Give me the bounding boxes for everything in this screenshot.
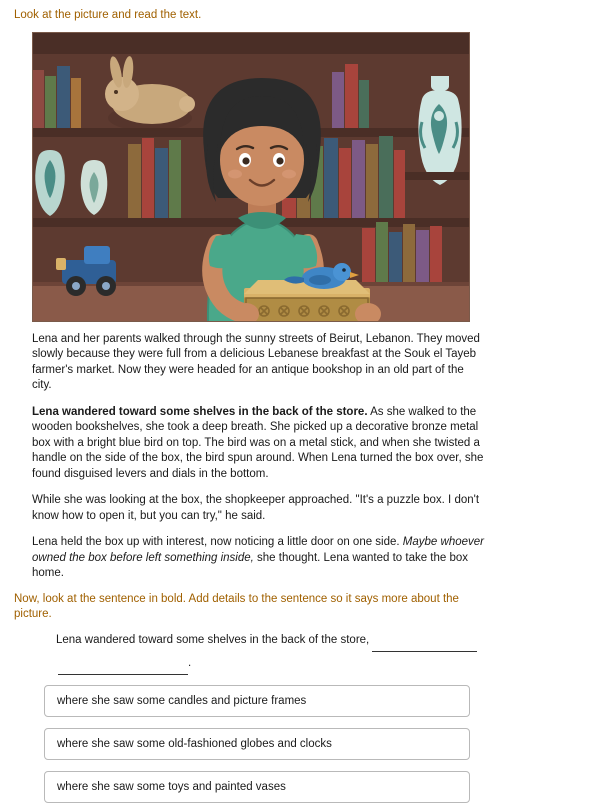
answer-options (44, 685, 470, 803)
passage-paragraph-2-rest: As she walked to the wooden bookshelves, she took a deep breath. She picked up a decorative bronze metal box with a bright blue bird on top. The bird was on a metal stick, and when she twisted a handle on the side of the box, the bird spun around. When Lena turned the box over, she found disguised levers and dials in the bottom. (32, 405, 484, 480)
bold-sentence: Lena wandered toward some shelves in the back of the store. (32, 405, 368, 418)
answer-blank-2 (58, 661, 188, 675)
passage-paragraph-4-a: Lena held the box up with interest, now noticing a little door on one side. (32, 536, 403, 549)
passage-paragraph-4 (32, 535, 484, 582)
passage-text (32, 332, 484, 582)
answer-option-3[interactable]: where she saw some toys and painted vases (44, 771, 470, 803)
thought-text: Maybe whoever owned the box before left something inside, (32, 536, 484, 564)
passage-paragraph-1: Lena and her parents walked through the sunny streets of Beirut, Lebanon. They moved slowly because they were full from a delicious Lebanese breakfast at the Souk el Tayeb farmer's market. Now they were headed for an antique bookshop in an old part of the city. (32, 332, 480, 392)
passage-paragraph-4-b: she thought. Lena wanted to take the box home. (32, 551, 469, 580)
passage-paragraph-2 (32, 405, 484, 483)
answer-option-2[interactable]: where she saw some old-fashioned globes and clocks (44, 728, 470, 760)
sentence-period: . (188, 656, 192, 669)
instruction-task: Now, look at the sentence in bold. Add details to the sentence so it says more about the picture. (14, 592, 459, 621)
instruction-top: Look at the picture and read the text. (14, 9, 202, 21)
sentence-frame-text: Lena wandered toward some shelves in the back of the store, (56, 633, 370, 646)
answer-blank-1 (372, 638, 477, 652)
scene-illustration (32, 32, 470, 322)
passage-paragraph-3: While she was looking at the box, the shopkeeper approached. "It's a puzzle box. I don't know how to open it, but you can try," he said. (32, 494, 480, 522)
illustration-container (32, 32, 587, 322)
sentence-frame (56, 629, 486, 675)
answer-option-1[interactable]: where she saw some candles and picture frames (44, 685, 470, 717)
